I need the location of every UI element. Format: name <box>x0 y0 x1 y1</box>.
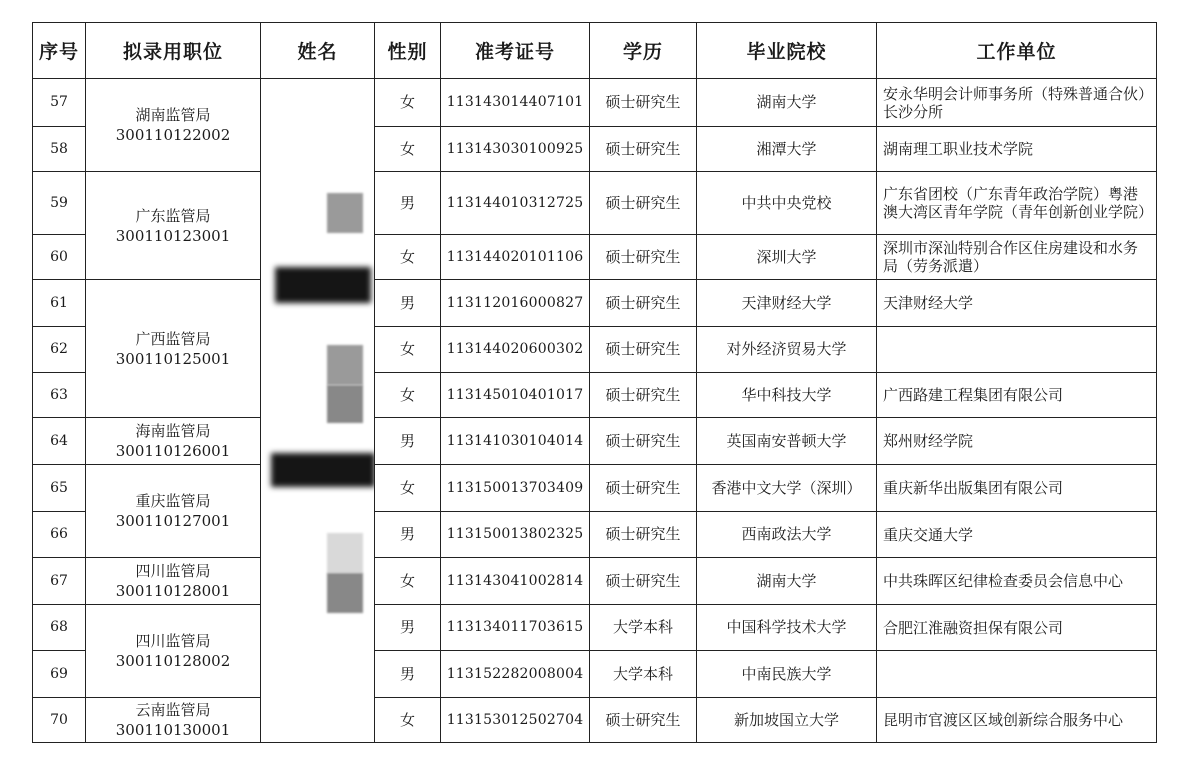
degree-cell: 硕士研究生 <box>590 698 697 743</box>
school-cell: 对外经济贸易大学 <box>697 327 877 373</box>
position-cell <box>86 558 261 605</box>
school-cell: 中国科学技术大学 <box>697 605 877 651</box>
seq-cell: 64 <box>33 418 86 465</box>
seq-cell: 59 <box>33 172 86 235</box>
school-cell: 天津财经大学 <box>697 280 877 327</box>
exam-number-cell: 113134011703615 <box>441 605 590 651</box>
seq-cell: 57 <box>33 79 86 127</box>
school-cell: 香港中文大学（深圳） <box>697 465 877 512</box>
table-row <box>33 698 1157 743</box>
seq-cell: 60 <box>33 235 86 280</box>
employer-cell <box>877 327 1157 373</box>
header-exam-number: 准考证号 <box>441 23 590 79</box>
gender-cell: 男 <box>375 280 441 327</box>
school-cell: 西南政法大学 <box>697 512 877 558</box>
gender-cell: 女 <box>375 79 441 127</box>
seq-cell: 65 <box>33 465 86 512</box>
gender-cell: 女 <box>375 698 441 743</box>
exam-number-cell: 113112016000827 <box>441 280 590 327</box>
seq-cell: 63 <box>33 373 86 418</box>
employer-cell: 安永华明会计师事务所（特殊普通合伙）长沙分所 <box>877 79 1157 127</box>
header-gender: 性别 <box>375 23 441 79</box>
position-code: 300110123001 <box>115 226 231 245</box>
exam-number-cell: 113152282008004 <box>441 651 590 698</box>
redaction-block <box>327 385 363 423</box>
position-unit: 广西监管局 <box>135 329 211 348</box>
exam-number-cell: 113144010312725 <box>441 172 590 235</box>
gender-cell: 女 <box>375 127 441 172</box>
header-seq: 序号 <box>33 23 86 79</box>
degree-cell: 硕士研究生 <box>590 418 697 465</box>
school-cell: 华中科技大学 <box>697 373 877 418</box>
header-name: 姓名 <box>261 23 375 79</box>
degree-cell: 硕士研究生 <box>590 172 697 235</box>
seq-cell: 66 <box>33 512 86 558</box>
school-cell: 新加坡国立大学 <box>697 698 877 743</box>
gender-cell: 女 <box>375 373 441 418</box>
exam-number-cell: 113144020600302 <box>441 327 590 373</box>
school-cell: 英国南安普顿大学 <box>697 418 877 465</box>
position-cell <box>86 418 261 465</box>
exam-number-cell: 113145010401017 <box>441 373 590 418</box>
school-cell: 湖南大学 <box>697 79 877 127</box>
gender-cell: 女 <box>375 327 441 373</box>
seq-cell: 67 <box>33 558 86 605</box>
employer-cell: 合肥江淮融资担保有限公司 <box>877 605 1157 651</box>
position-cell <box>86 465 261 558</box>
seq-cell: 61 <box>33 280 86 327</box>
position-unit: 重庆监管局 <box>135 492 211 510</box>
header-degree: 学历 <box>590 23 697 79</box>
degree-cell: 大学本科 <box>590 605 697 651</box>
degree-cell: 大学本科 <box>590 651 697 698</box>
position-code: 300110122002 <box>115 126 231 144</box>
degree-cell: 硕士研究生 <box>590 79 697 127</box>
position-code: 300110125001 <box>115 349 231 368</box>
redaction-block <box>327 533 363 573</box>
name-column-redacted <box>261 79 375 743</box>
gender-cell: 男 <box>375 605 441 651</box>
employer-cell <box>877 651 1157 698</box>
position-code: 300110126001 <box>115 442 231 460</box>
degree-cell: 硕士研究生 <box>590 280 697 327</box>
employer-cell: 天津财经大学 <box>877 280 1157 327</box>
header-position: 拟录用职位 <box>86 23 261 79</box>
table-row <box>33 79 1157 127</box>
recruitment-table <box>32 22 1157 743</box>
redaction-block <box>327 345 363 385</box>
position-code: 300110130001 <box>115 721 231 739</box>
table-row <box>33 172 1157 235</box>
gender-cell: 男 <box>375 418 441 465</box>
employer-cell: 深圳市深汕特别合作区住房建设和水务局（劳务派遣） <box>877 235 1157 280</box>
exam-number-cell: 113143041002814 <box>441 558 590 605</box>
header-employer: 工作单位 <box>877 23 1157 79</box>
school-cell: 湖南大学 <box>697 558 877 605</box>
gender-cell: 男 <box>375 172 441 235</box>
school-cell: 中南民族大学 <box>697 651 877 698</box>
degree-cell: 硕士研究生 <box>590 373 697 418</box>
exam-number-cell: 113150013802325 <box>441 512 590 558</box>
employer-cell: 湖南理工职业技术学院 <box>877 127 1157 172</box>
school-cell: 深圳大学 <box>697 235 877 280</box>
header-row <box>33 23 1157 79</box>
seq-cell: 68 <box>33 605 86 651</box>
degree-cell: 硕士研究生 <box>590 327 697 373</box>
employer-cell: 中共珠晖区纪律检查委员会信息中心 <box>877 558 1157 605</box>
exam-number-cell: 113143014407101 <box>441 79 590 127</box>
employer-cell: 昆明市官渡区区域创新综合服务中心 <box>877 698 1157 743</box>
position-unit: 湖南监管局 <box>135 106 211 124</box>
degree-cell: 硕士研究生 <box>590 235 697 280</box>
employer-cell: 重庆交通大学 <box>877 512 1157 558</box>
position-cell <box>86 172 261 280</box>
gender-cell: 女 <box>375 558 441 605</box>
position-unit: 云南监管局 <box>135 701 211 719</box>
redaction-block <box>327 573 363 613</box>
school-cell: 湘潭大学 <box>697 127 877 172</box>
table-row <box>33 465 1157 512</box>
position-code: 300110128001 <box>115 582 231 600</box>
seq-cell: 58 <box>33 127 86 172</box>
seq-cell: 62 <box>33 327 86 373</box>
degree-cell: 硕士研究生 <box>590 512 697 558</box>
employer-cell: 重庆新华出版集团有限公司 <box>877 465 1157 512</box>
position-cell <box>86 698 261 743</box>
seq-cell: 69 <box>33 651 86 698</box>
seq-cell: 70 <box>33 698 86 743</box>
employer-cell: 广西路建工程集团有限公司 <box>877 373 1157 418</box>
table-row <box>33 605 1157 651</box>
exam-number-cell: 113141030104014 <box>441 418 590 465</box>
table-row <box>33 558 1157 605</box>
exam-number-cell: 113153012502704 <box>441 698 590 743</box>
position-cell <box>86 605 261 698</box>
position-cell <box>86 280 261 418</box>
gender-cell: 男 <box>375 651 441 698</box>
position-unit: 四川监管局 <box>135 632 211 650</box>
position-code: 300110128002 <box>115 652 231 670</box>
school-cell: 中共中央党校 <box>697 172 877 235</box>
exam-number-cell: 113144020101106 <box>441 235 590 280</box>
redaction-block <box>327 193 363 233</box>
position-unit: 四川监管局 <box>135 562 211 580</box>
exam-number-cell: 113150013703409 <box>441 465 590 512</box>
degree-cell: 硕士研究生 <box>590 558 697 605</box>
header-school: 毕业院校 <box>697 23 877 79</box>
position-cell <box>86 79 261 172</box>
degree-cell: 硕士研究生 <box>590 465 697 512</box>
employer-cell: 郑州财经学院 <box>877 418 1157 465</box>
position-unit: 海南监管局 <box>135 422 211 440</box>
redaction-block <box>271 453 375 487</box>
table-row <box>33 418 1157 465</box>
gender-cell: 男 <box>375 512 441 558</box>
gender-cell: 女 <box>375 235 441 280</box>
table-row <box>33 280 1157 327</box>
degree-cell: 硕士研究生 <box>590 127 697 172</box>
gender-cell: 女 <box>375 465 441 512</box>
position-code: 300110127001 <box>115 512 231 530</box>
exam-number-cell: 113143030100925 <box>441 127 590 172</box>
redaction-block <box>275 267 371 303</box>
employer-cell: 广东省团校（广东青年政治学院）粤港澳大湾区青年学院（青年创新创业学院） <box>877 172 1157 235</box>
position-unit: 广东监管局 <box>135 206 211 225</box>
